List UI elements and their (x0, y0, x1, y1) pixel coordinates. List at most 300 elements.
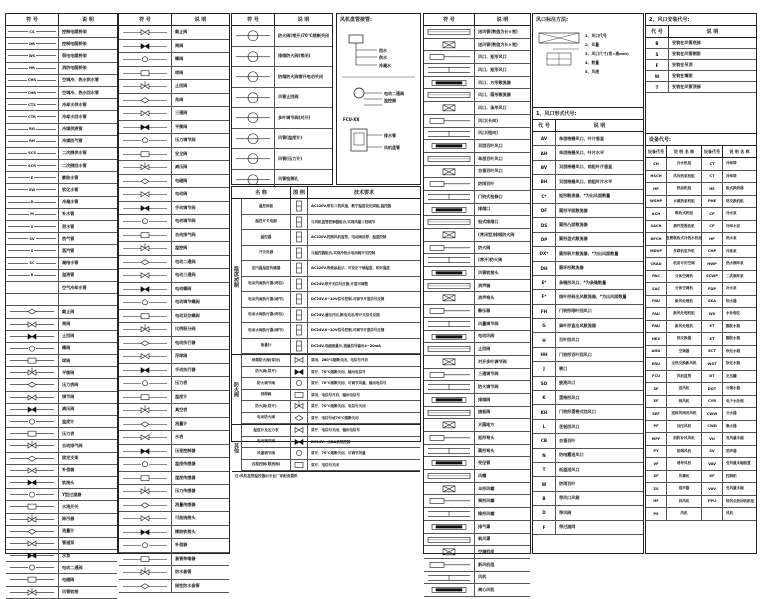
list-item (424, 51, 530, 64)
legend-label: 截止阀 (62, 308, 75, 314)
name-cell: 变风量末端 (726, 486, 744, 491)
name-cell: 空调器 (667, 346, 702, 358)
table-row (533, 218, 643, 232)
table-row (242, 246, 420, 262)
legend-symbol (232, 149, 275, 169)
valve-icon (6, 319, 58, 330)
list-item (6, 501, 117, 513)
symbol-cell (291, 215, 308, 230)
legend-label: 安全阀 (175, 150, 188, 156)
list-item (424, 419, 530, 432)
table-row (533, 521, 643, 535)
list-item (424, 356, 530, 369)
legend-label: 风机 (478, 574, 487, 580)
header-desc: 说 明 (82, 17, 94, 23)
desc-cell: 蛋格形风口 (559, 394, 580, 400)
list-item (6, 148, 117, 160)
legend-symbol (424, 140, 475, 152)
list-item (424, 445, 530, 458)
header-code-b: 设备代号 (702, 146, 723, 157)
legend-label: 压力表阀 (62, 382, 79, 388)
legend-label: 插板阀 (478, 409, 491, 415)
header-name: 名 称 (232, 187, 291, 198)
legend-label: 风管软接 (62, 589, 79, 595)
duct-icon (424, 254, 474, 266)
legend-label: 防雨百叶 (478, 181, 495, 187)
diffuser-type-title: 1、风口形式代号: (533, 107, 643, 119)
header-symbol: 符 号 (119, 14, 172, 25)
name-cell: 消声器 (726, 448, 737, 453)
control-rows (232, 199, 420, 472)
line-tag-label: CHR (27, 90, 37, 95)
legend-label: 比例积分阀 (175, 326, 196, 332)
table-row (646, 296, 756, 309)
legend-label: 排烟防火阀(常闭) (278, 53, 311, 59)
legend-label: 门铰式检修口 (478, 193, 503, 199)
name-cell: 水处理仪 (726, 311, 740, 316)
spacer (646, 93, 756, 134)
list-item (424, 331, 530, 344)
list-item (119, 377, 229, 391)
table-row (646, 271, 756, 284)
ctrl-icon (291, 261, 307, 275)
table-row (242, 199, 420, 215)
symbol-cell (291, 261, 308, 276)
legend-symbol (6, 172, 59, 183)
legend-label: 止回阀 (478, 346, 491, 352)
name-cell: 新风处理机组 (667, 308, 702, 320)
symbol-cell (291, 292, 308, 307)
valve-icon (6, 367, 58, 378)
desc-cell: 圆形平面散流器 (559, 207, 588, 213)
legend-label: 风管(压力计) (278, 155, 303, 161)
valve-icon (119, 94, 171, 107)
name-cell: 定压罐 (726, 373, 737, 378)
list-item (6, 294, 117, 306)
label-2way-valve: 电动二通阀 (384, 91, 404, 96)
requirement-cell: DC24V,通电开启,断电关闭,带开关信号反馈 (311, 312, 380, 317)
legend-symbol (424, 369, 475, 381)
legend-symbol (6, 38, 59, 49)
table-row (646, 60, 756, 71)
legend-symbol (424, 254, 475, 266)
desc-cell: 单层格栅风口、叶片水平 (559, 150, 604, 156)
list-item (119, 391, 229, 405)
fcu-connection-diagram (336, 13, 421, 185)
legend-symbol (424, 128, 475, 140)
table-row (242, 401, 420, 413)
row-group (232, 425, 420, 472)
table-row (533, 377, 643, 391)
legend-label: 温控阀 (175, 245, 188, 251)
table-row (242, 355, 420, 367)
name-cell: 新风处理机 (667, 321, 702, 333)
legend-symbol (424, 242, 475, 254)
legend-label: 筒形风帽 (478, 498, 495, 504)
code-cell: ACH (646, 208, 667, 220)
legend-label: 控制电缆桥架 (62, 28, 87, 34)
duct-icon (424, 356, 474, 368)
ctrl-icon (291, 199, 307, 213)
legend-symbol (119, 175, 172, 188)
note-4: 4、数量 (585, 60, 600, 65)
header-symbol: 符 号 (232, 14, 275, 25)
valve-icon (291, 425, 307, 435)
list-item (424, 292, 530, 305)
legend-label: (常开)防火阀 (478, 257, 503, 263)
list-item (119, 283, 229, 297)
name-cell: 变风量末端装置 (726, 461, 751, 466)
legend-symbol (232, 67, 275, 87)
requirement-cell: 常开、70°C熔断关闭、电信号关闭 (311, 404, 366, 409)
table-row (533, 391, 643, 405)
legend-sheet-valves (118, 13, 230, 588)
legend-label: 消声器 (478, 282, 491, 288)
table-row (646, 421, 756, 434)
table-row (242, 215, 420, 231)
code-cell: MPF (646, 433, 667, 445)
valve-icon (119, 256, 171, 269)
legend-label: 手动调节阀 (175, 204, 196, 210)
legend-label: 管道泵 (62, 540, 75, 546)
valve-icon (119, 458, 171, 471)
list-item (119, 269, 229, 283)
list-item (119, 364, 229, 378)
name-cell: 电动风阀执行器(调节) (242, 292, 291, 307)
legend-label: 真空表 (175, 407, 188, 413)
list-item (119, 431, 229, 445)
legend-label: 套管伸缩器 (175, 555, 196, 561)
list-item (6, 233, 117, 245)
list-item (6, 75, 117, 87)
valve-icon (291, 390, 307, 400)
valve-icon (119, 215, 171, 228)
code-cell (702, 508, 723, 520)
legend-symbol (424, 305, 475, 317)
table-row (242, 413, 420, 425)
legend-label: 电动二通阀 (62, 564, 83, 570)
code-cell: DFCH (646, 233, 667, 245)
legend-label: 冷却水回水管 (62, 113, 87, 119)
list-item (6, 63, 117, 75)
line-tag-label: D (30, 200, 34, 205)
list-item (6, 306, 117, 318)
duct-icon (424, 178, 474, 190)
line-tag-label: DR (29, 41, 35, 46)
name-cell: 排烟防火阀(常闭) (242, 355, 291, 366)
code-cell: WSHP (646, 196, 667, 208)
valve-icon (6, 440, 58, 451)
desc-cell: 安装在风管顶部 (672, 84, 701, 89)
legend-label: 风口、圆形散流器 (478, 92, 511, 98)
legend-symbol (6, 526, 59, 537)
group-label: 其他 (232, 425, 242, 471)
table-row (242, 261, 420, 277)
thermostat-icon (354, 88, 364, 98)
list-item (424, 64, 530, 77)
valve-icon (6, 465, 58, 476)
table-row (646, 346, 756, 359)
name-cell: 送排风两用风机 (667, 408, 702, 420)
legend-label: 电动阀 (175, 191, 188, 197)
legend-symbol (119, 512, 172, 525)
requirement-cell: 常开、电信号关闭、输出电信号 (311, 428, 360, 433)
symbol-cell (291, 308, 308, 323)
table-row (242, 460, 420, 472)
list-item (232, 67, 332, 88)
list-item (6, 416, 117, 428)
requirement-cell: 常开、70°C熔断关闭、可调节风量、输出电信号 (311, 381, 387, 386)
legend-symbol (6, 294, 59, 305)
list-item (119, 418, 229, 432)
code-cell: DOT (702, 383, 723, 395)
name-cell: 电动水阀执行器(调节) (242, 323, 291, 338)
code-cell: ERU (646, 358, 667, 370)
code-cell: B (646, 38, 669, 48)
valve-icon (119, 283, 171, 296)
list-item (6, 489, 117, 501)
legend-list (119, 26, 229, 593)
list-item (6, 111, 117, 123)
line-tag-label: SCR (28, 163, 36, 168)
legend-label: 离心风机 (478, 587, 495, 593)
legend-symbol (119, 80, 172, 93)
table-row (646, 246, 756, 259)
list-item (232, 88, 332, 109)
name-cell: 机房专用空调 (667, 258, 702, 270)
code-cell: KF (702, 471, 723, 483)
name-cell: 远程控制(限流阀) (242, 460, 291, 471)
list-item (119, 310, 229, 324)
code-cell: HSCH (646, 171, 667, 183)
legend-symbol (6, 574, 59, 585)
duct-icon (424, 534, 474, 546)
valve-icon (291, 401, 307, 411)
legend-symbol (424, 89, 475, 101)
duct-icon (424, 64, 474, 76)
valve-icon (119, 175, 171, 188)
legend-symbol (6, 367, 59, 378)
note-1: 1、风口代号 (585, 33, 607, 38)
list-item (6, 197, 117, 209)
table-row (533, 132, 643, 146)
legend-symbol (6, 404, 59, 415)
legend-symbol (232, 26, 275, 46)
name-cell: 电子水处理 (726, 398, 744, 403)
list-item (6, 550, 117, 562)
legend-symbol (119, 26, 172, 39)
table-row (533, 492, 643, 506)
legend-label: 水表 (175, 434, 184, 440)
legend-symbol (6, 26, 59, 37)
legend-label: 电动蝶阀 (175, 285, 192, 291)
line-tag-label: SV (29, 236, 35, 241)
list-item (424, 483, 530, 496)
code-cell: SCWP (702, 271, 723, 283)
duct-icon (424, 508, 474, 520)
legend-label: 双层百叶风口 (478, 143, 503, 149)
legend-label: 固定支架 (62, 455, 79, 461)
legend-label: 三通调节阀 (478, 371, 499, 377)
header-desc: 说 明 (706, 29, 719, 35)
legend-symbol (424, 470, 475, 482)
legend-symbol (119, 431, 172, 444)
list-item (6, 343, 117, 355)
table-row (242, 437, 420, 449)
legend-symbol (119, 418, 172, 431)
table-row (533, 233, 643, 247)
table-row (533, 247, 643, 261)
legend-symbol (119, 472, 172, 485)
legend-label: 空调冷、热水供水管 (62, 77, 99, 83)
header-desc: 说 明 (496, 17, 509, 23)
table-row (646, 38, 756, 49)
duct-icon (424, 419, 474, 431)
note-3: 3、风口尺寸(宽×高mm) (585, 51, 629, 56)
legend-symbol (6, 160, 59, 171)
code-cell: HP (702, 233, 723, 245)
header-desc: 说 明 (194, 17, 207, 23)
header-symbol: 符 号 (6, 14, 59, 25)
valve-icon (119, 40, 171, 53)
legend-symbol (119, 256, 172, 269)
legend-symbol (119, 364, 172, 377)
legend-label: 冷媒回气管 (62, 138, 83, 144)
legend-symbol (6, 587, 59, 598)
table-row (646, 508, 756, 521)
legend-label: 新风机组 (478, 561, 495, 567)
name-cell: 膨胀水箱 (726, 323, 740, 328)
name-cell: 风冷热泵机组 (667, 171, 702, 183)
name-cell: 风机 (667, 508, 702, 520)
legend-symbol (424, 534, 475, 546)
name-cell: 分集水器 (726, 386, 740, 391)
valve-icon (291, 413, 307, 423)
legend-label: 压力表 (175, 380, 188, 386)
valve-icon (119, 134, 171, 147)
name-cell: 温度计及压力表 (242, 425, 291, 436)
valve-icon (6, 392, 58, 403)
name-cell: 控制柜 (726, 473, 737, 478)
list-item (6, 514, 117, 526)
legend-symbol (6, 245, 59, 256)
list-item (424, 559, 530, 572)
code-cell: VU (702, 433, 723, 445)
legend-label: 电动调节蝶阀 (175, 299, 200, 305)
name-cell: 热交换机组 (726, 198, 744, 203)
name-cell: 蒸汽型吸收机 (667, 221, 702, 233)
legend-symbol (119, 202, 172, 215)
code-cell: SKA (702, 296, 723, 308)
legend-label: 蒸汽管 (62, 247, 75, 253)
name-cell: 软化水箱 (726, 361, 740, 366)
name-cell: 电动调节阀 (242, 437, 291, 448)
list-item (119, 458, 229, 472)
symbol-cell (291, 199, 308, 214)
table-row (646, 283, 756, 296)
legend-symbol (424, 445, 475, 457)
table-row (242, 425, 420, 437)
name-cell: 风机盘管 (667, 371, 702, 383)
requirement-cell: 与温控器组合,实现冷热水电动阀开关控制 (311, 250, 376, 255)
legend-symbol (6, 319, 59, 330)
duct-icon (424, 331, 474, 343)
legend-symbol (119, 161, 172, 174)
legend-symbol (6, 331, 59, 342)
desc-cell: 带风口风箱 (559, 495, 580, 501)
duct-icon (424, 267, 474, 279)
list-item (424, 102, 530, 115)
legend-symbol (6, 209, 59, 220)
name-cell: 冷冻泵 (726, 248, 737, 253)
legend-label: 流量计 (62, 528, 75, 534)
legend-symbol (6, 148, 59, 159)
header-symbol: 符 号 (424, 14, 475, 25)
list-item (6, 367, 117, 379)
legend-symbol (424, 280, 475, 292)
legend-label: 软化水管 (62, 187, 79, 193)
symbol-cell (291, 230, 308, 245)
legend-symbol (424, 521, 475, 533)
legend-symbol (6, 197, 59, 208)
install-code-title: 2、风口安装代号: (649, 17, 690, 23)
list-item (119, 242, 229, 256)
legend-label: 蝶阀 (175, 56, 184, 62)
legend-label: 送风管(数值为长×宽) (478, 28, 518, 34)
valve-icon (119, 269, 171, 282)
legend-symbol (424, 229, 475, 241)
legend-label: 风口(短向) (478, 130, 498, 136)
legend-label: 球阀 (175, 69, 184, 75)
line-tag-label: SCS (28, 151, 36, 156)
valve-icon (6, 331, 58, 342)
code-cell: FH (533, 305, 556, 318)
table-row (242, 277, 420, 293)
desc-cell: 安装在墙面 (672, 73, 693, 78)
desc-cell: 圆形斜片散流器、*为出风面数量 (559, 250, 619, 256)
list-item (6, 160, 117, 172)
code-cell: HH (533, 348, 556, 361)
legend-label: 角阀 (175, 96, 184, 102)
requirement-cell: 常开、70°C熔断关闭、输出电信号 (311, 369, 366, 374)
list-item (119, 512, 229, 526)
legend-label: 闸阀 (175, 42, 184, 48)
valve-icon (119, 431, 171, 444)
fire-icon (232, 88, 274, 108)
name-cell: 送风机 (667, 383, 702, 395)
duct-icon (424, 204, 474, 216)
valve-icon (6, 562, 58, 573)
list-item (119, 566, 229, 580)
legend-label: 软接头 (62, 479, 75, 485)
table-row (646, 233, 756, 246)
duct-icon (424, 394, 474, 406)
label-drain: 排水管 (384, 133, 396, 138)
name-cell: 热交换器 (667, 333, 702, 345)
legend-label: 减压阀 (175, 164, 188, 170)
duct-icon (424, 432, 474, 444)
symbol-cell (291, 277, 308, 292)
legend-symbol (6, 562, 59, 573)
desc-cell: 门铰形百叶回风口 (559, 351, 592, 357)
valve-icon (119, 337, 171, 350)
legend-symbol (424, 153, 475, 165)
valve-icon (6, 489, 58, 500)
header-name-b: 说 明 名 称 (729, 148, 750, 154)
duct-icon (424, 242, 474, 254)
desc-cell: 喷口 (559, 365, 568, 371)
requirement-cell: DC24V,0~10V信号控制,可调节开度信号反馈 (311, 328, 385, 333)
